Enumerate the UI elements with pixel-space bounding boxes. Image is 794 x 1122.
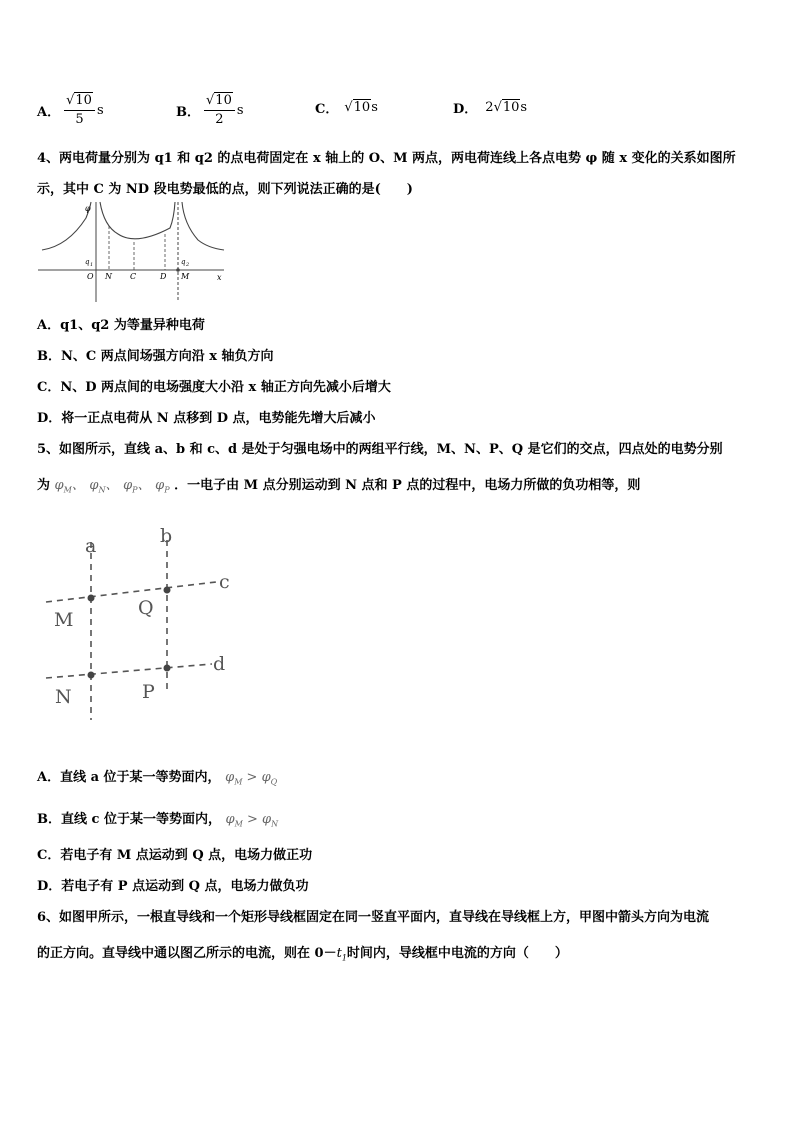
unit: s xyxy=(96,103,104,118)
middle-curve xyxy=(100,202,175,239)
m-label: M xyxy=(181,272,190,281)
q2-label: q xyxy=(181,258,186,266)
unit: s xyxy=(236,103,244,118)
option-b xyxy=(176,92,244,129)
right-curve xyxy=(182,202,224,250)
point-m xyxy=(88,595,95,602)
q1-subscript: 1 xyxy=(90,262,94,268)
option-d: D． 2 √10 s xyxy=(453,100,528,117)
label-m: M xyxy=(54,609,74,631)
q1-label: q xyxy=(85,258,90,266)
radicand: 10 xyxy=(502,100,520,115)
phi-m: $\varphi_M$ xyxy=(54,478,72,495)
c-label: C xyxy=(130,272,137,281)
coefficient: 2 xyxy=(485,100,494,115)
option-label: A． xyxy=(37,105,61,120)
q5-option-d: D．若电子有 P 点运动到 Q 点，电场力做负功 xyxy=(37,879,309,894)
q4-stem-line2: 示，其中 C 为 ND 段电势最低的点，则下列说法正确的是( ) xyxy=(37,182,413,197)
x-label: x xyxy=(217,273,222,282)
separator: 、 xyxy=(71,478,85,493)
line-d xyxy=(46,664,212,678)
q4-option-d: D．将一正点电荷从 N 点移到 D 点，电势能先增大后减小 xyxy=(37,411,376,426)
q5-field-figure xyxy=(42,518,252,728)
option-math: $\varphi_M > \varphi_N$ xyxy=(225,812,279,829)
phi-p-2: $\varphi_P$ xyxy=(155,478,170,495)
fraction: $\frac{√10}{2}$ xyxy=(204,92,235,129)
option-label: D． xyxy=(453,102,478,117)
q5-option-a xyxy=(37,766,277,787)
q4-option-b: B．N、C 两点间场强方向沿 x 轴负方向 xyxy=(37,349,274,364)
option-math: $\varphi_M > \varphi_Q$ xyxy=(225,770,278,787)
separator: 、 xyxy=(105,478,119,493)
q5-stem-line1: 5、如图所示，直线 a、b 和 c、d 是处于匀强电场中的两组平行线，M、N、P、Q 是它们的交点，四点处的电势分别 xyxy=(37,442,723,457)
line-c xyxy=(46,582,216,602)
label-b: b xyxy=(160,525,173,547)
label-n: N xyxy=(55,686,72,708)
q5-stem-line2 xyxy=(37,474,640,495)
q6-stem-line2 xyxy=(37,942,568,963)
label-q: Q xyxy=(138,597,154,619)
stem-suffix: 时间内，导线框中电流的方向（ ） xyxy=(346,946,568,961)
q4-option-c: C．N、D 两点间的电场强度大小沿 x 轴正方向先减小后增大 xyxy=(37,380,391,395)
q5-option-c: C．若电子有 M 点运动到 Q 点，电场力做正功 xyxy=(37,848,313,863)
denominator: 5 xyxy=(75,112,84,127)
radicand: 10 xyxy=(353,100,371,115)
phi-p: $\varphi_P$ xyxy=(123,478,138,495)
n-label: N xyxy=(105,272,112,281)
stem-suffix: ．一电子由 M 点分别运动到 N 点和 P 点的过程中，电场力所做的负功相等，则 xyxy=(174,478,641,493)
radicand: 10 xyxy=(215,93,232,108)
option-label: C． xyxy=(315,102,339,117)
label-c: c xyxy=(219,571,230,593)
denominator: 2 xyxy=(215,112,224,127)
phi-label: φ xyxy=(85,204,91,213)
t1-symbol: $t_1$ xyxy=(336,946,347,963)
radicand: 10 xyxy=(75,93,92,108)
point-q xyxy=(164,587,171,594)
q6-stem-line1: 6、如图甲所示，一根直导线和一个矩形导线框固定在同一竖直平面内，直导线在导线框上方，甲图中箭头方向为电流 xyxy=(37,910,710,925)
unit: s xyxy=(371,100,378,115)
phi-n: $\varphi_N$ xyxy=(89,478,106,495)
q5-option-b xyxy=(37,808,278,829)
m-point xyxy=(176,268,180,272)
q4-potential-graph xyxy=(38,198,228,304)
unit: s xyxy=(520,100,528,115)
point-p xyxy=(164,665,171,672)
option-a xyxy=(37,92,104,129)
label-a: a xyxy=(85,535,97,557)
fraction: $\frac{√10}{5}$ xyxy=(64,92,95,129)
stem-prefix: 的正方向。直导线中通以图乙所示的电流，则在 0－ xyxy=(37,946,337,961)
label-d: d xyxy=(213,653,226,675)
q4-stem-line1: 4、两电荷量分别为 q1 和 q2 的点电荷固定在 x 轴上的 O、M 两点，两电荷连线上各点电势 φ 随 x 变化的关系如图所 xyxy=(37,151,736,166)
o-label: O xyxy=(87,272,94,281)
left-curve xyxy=(42,202,91,250)
label-p: P xyxy=(142,681,155,703)
separator: 、 xyxy=(137,478,151,493)
d-label: D xyxy=(160,272,167,281)
option-label: B． xyxy=(176,105,200,120)
option-c: C． √10 s xyxy=(315,100,378,117)
point-n xyxy=(88,672,95,679)
q4-option-a: A．q1、q2 为等量异种电荷 xyxy=(37,318,205,333)
q2-subscript: 2 xyxy=(186,262,190,268)
option-text: B．直线 c 位于某一等势面内， xyxy=(37,812,221,827)
option-text: A．直线 a 位于某一等势面内， xyxy=(37,770,221,785)
stem-prefix: 为 xyxy=(37,478,51,493)
